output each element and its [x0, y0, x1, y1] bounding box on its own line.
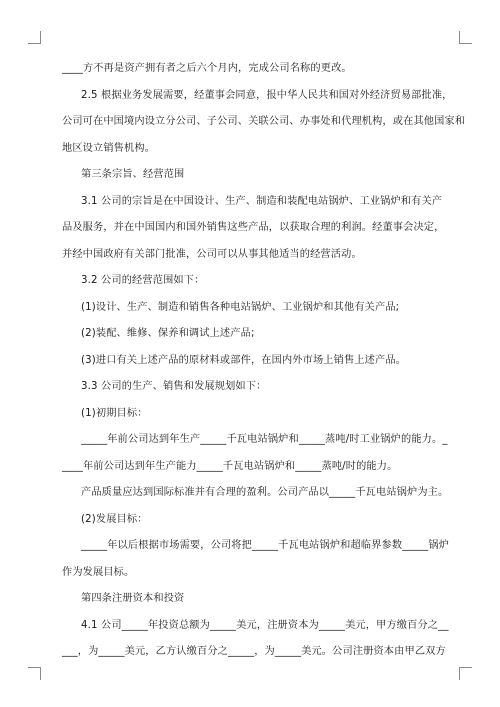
text-line: ___，为_____美元，乙方认缴百分之_____，为_____美元。公司注册资本由甲乙双方 [62, 646, 446, 657]
text-line: 并经中国政府有关部门批准，公司可以从事其他适当的经营活动。 [62, 248, 362, 260]
document-body [62, 62, 466, 658]
crop-mark-bottom-right [459, 667, 472, 680]
list-item: (3)进口有关上述产品的原材料或部件，在国内外市场上销售上述产品。 [81, 354, 407, 366]
crop-mark-top-left [28, 31, 41, 44]
text-line: ____方不再是资产拥有者之后六个月内，完成公司名称的更改。 [62, 63, 352, 74]
text-line: 2.5 根据业务发展需要，经董事会同意，报中华人民共和国对外经济贸易部批准， [81, 89, 453, 101]
text-line: 作为发展目标。 [62, 566, 135, 578]
text-line: 产品质量应达到国际标准并有合理的盈利。公司产品以_____千瓦电站锅炉为主。 [81, 487, 449, 498]
text-line: 地区设立销售机构。 [62, 142, 156, 154]
text-line: 3.3 公司的生产、销售和发展规划如下： [81, 381, 267, 392]
section-heading: 第三条宗旨、经营范围 [81, 169, 185, 180]
crop-mark-top-right [459, 31, 472, 44]
crop-mark-bottom-left [28, 667, 41, 680]
list-item: (2)发展目标： [81, 513, 148, 525]
text-line: ____年前公司达到年生产能力_____千瓦电站锅炉和_____蒸吨/时的能力。 [62, 460, 398, 472]
list-item: (2)装配、维修、保养和调试上述产品; [81, 328, 255, 339]
text-line: 3.1 公司的宗旨是在中国设计、生产、制造和装配电站锅炉、工业锅炉和有关产 [81, 195, 443, 207]
section-heading: 第四条注册资本和投资 [81, 593, 185, 604]
list-item: (1)初期目标： [81, 407, 148, 419]
text-line: 4.1 公司_____年投资总额为_____美元，注册资本为_____美元，甲方缴百分之__ [81, 619, 449, 631]
text-line: 公司可在中国境内设立分公司、子公司、关联公司、办事处和代理机构，或在其他国家和 [62, 116, 466, 127]
text-line: _____年前公司达到年生产_____千瓦电站锅炉和_____蒸吨/时工业锅炉的能力。_ [81, 434, 448, 445]
text-line: 3.2 公司的经营范围如下： [81, 275, 205, 286]
list-item: (1)设计、生产、制造和销售各种电站锅炉、工业锅炉和其他有关产品; [81, 301, 400, 313]
text-line: _____年以后根据市场需要，公司将把_____千瓦电站锅炉和超临界参数_____锅炉 [81, 540, 450, 551]
text-line: 品及服务，并在中国国内和国外销售这些产品，以获取合理的利润。经董事会决定， [62, 222, 445, 233]
